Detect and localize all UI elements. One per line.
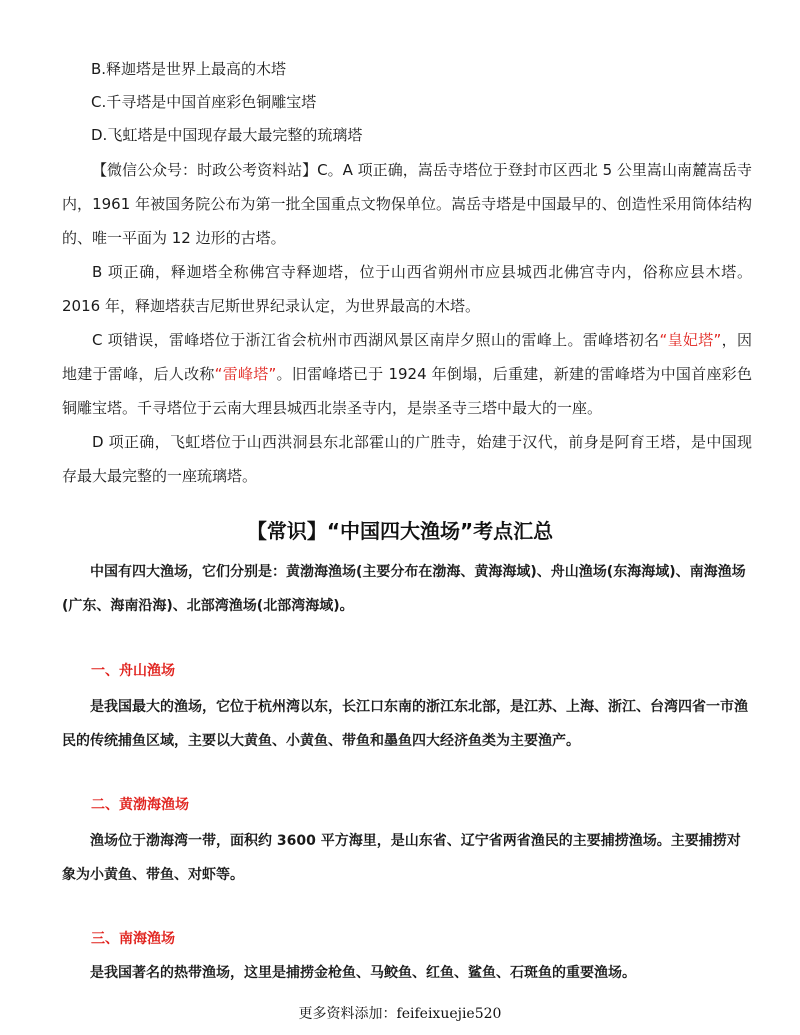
answer-c-highlight-2: “雷峰塔” xyxy=(214,365,277,383)
section-body-huangbohai xyxy=(62,824,752,892)
answer-paragraph-c xyxy=(62,323,752,425)
option-d: D.飞虹塔是中国现存最大最完整的琉璃塔 xyxy=(91,126,363,144)
answer-paragraph-a: 【微信公众号：时政公考资料站】C。A 项正确，嵩岳寺塔位于登封市区西北 5 公里嵩山南麓嵩岳寺内，1961 年被国务院公布为第一批全国重点文物保单位。嵩岳寺塔是中国最早的、创造性采用筒体结构的、唯一平面为 12 边形的古塔。 xyxy=(62,161,752,247)
intro-text: 中国有四大渔场，它们分别是：黄渤海渔场(主要分布在渤海、黄海海域)、舟山渔场(东海海域)、南海渔场(广东、海南沿海)、北部湾渔场(北部湾海域)。 xyxy=(62,564,746,614)
answer-paragraph-b: B 项正确，释迦塔全称佛宫寺释迦塔，位于山西省朔州市应县城西北佛宫寺内，俗称应县木塔。2016 年，释迦塔获吉尼斯世界纪录认定，为世界最高的木塔。 xyxy=(62,263,752,315)
section-body-zhoushan-text: 是我国最大的渔场，它位于杭州湾以东，长江口东南的浙江东北部，是江苏、上海、浙江、台湾四省一市渔民的传统捕鱼区域，主要以大黄鱼、小黄鱼、带鱼和墨鱼四大经济鱼类为主要渔产。 xyxy=(62,699,748,749)
footer-note: 更多资料添加：feifeixuejie520 xyxy=(298,1006,502,1022)
option-b: B.释迦塔是世界上最高的木塔 xyxy=(91,60,287,78)
option-c: C.千寻塔是中国首座彩色铜雕宝塔 xyxy=(91,93,317,111)
answer-explanation xyxy=(62,153,752,493)
section-heading-zhoushan: 一、舟山渔场 xyxy=(91,663,175,679)
section-body-zhoushan xyxy=(62,690,752,758)
answer-c-highlight-1: “皇妃塔” xyxy=(659,331,722,349)
section-body-nanhai-text: 是我国著名的热带渔场，这里是捕捞金枪鱼、马鲛鱼、红鱼、鲨鱼、石斑鱼的重要渔场。 xyxy=(90,965,636,981)
answer-c-text-2: ，因地建于雷峰，后人改称 xyxy=(62,331,753,383)
answer-paragraph-d: D 项正确，飞虹塔位于山西洪洞县东北部霍山的广胜寺，始建于汉代，前身是阿育王塔，是中国现存最大最完整的一座琉璃塔。 xyxy=(62,433,752,485)
section-body-huangbohai-text: 渔场位于渤海湾一带，面积约 3600 平方海里，是山东省、辽宁省两省渔民的主要捕捞渔场。主要捕捞对象为小黄鱼、带鱼、对虾等。 xyxy=(62,833,741,883)
section-title: 【常识】“中国四大渔场”考点汇总 xyxy=(246,519,554,543)
section-heading-huangbohai: 二、黄渤海渔场 xyxy=(91,797,189,813)
intro-paragraph xyxy=(62,555,752,623)
answer-c-text-1: C 项错误，雷峰塔位于浙江省会杭州市西湖风景区南岸夕照山的雷峰上。雷峰塔初名 xyxy=(92,331,660,349)
answer-c-text-3: 。旧雷峰塔已于 1924 年倒塌，后重建，新建的雷峰塔为中国首座彩色铜雕宝塔。千寻塔位于云南大理县城西北崇圣寺内，是崇圣寺三塔中最大的一座。 xyxy=(62,365,752,417)
section-body-nanhai xyxy=(62,956,752,990)
section-heading-nanhai: 三、南海渔场 xyxy=(91,931,175,947)
